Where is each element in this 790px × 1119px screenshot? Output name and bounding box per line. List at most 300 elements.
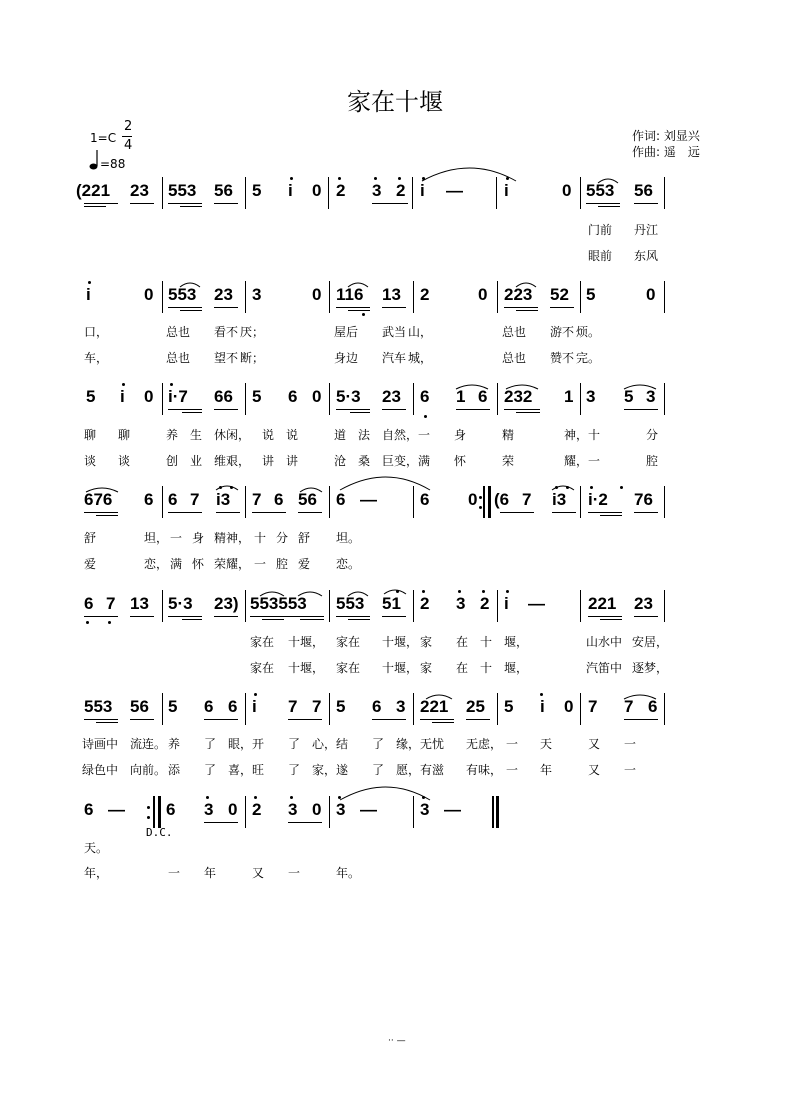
lyric: 无忧 bbox=[420, 737, 445, 751]
staff-row-1 bbox=[0, 181, 790, 211]
lyric: 怀 bbox=[192, 557, 205, 571]
slur-arc bbox=[258, 588, 286, 598]
note-group: 23 bbox=[634, 594, 653, 613]
lyric: 一 bbox=[254, 557, 267, 571]
underline bbox=[634, 616, 658, 617]
underline bbox=[516, 412, 540, 413]
slur-arc bbox=[346, 279, 370, 289]
underline bbox=[516, 310, 538, 311]
underline bbox=[382, 616, 406, 617]
bar-line bbox=[413, 693, 414, 725]
bar-line bbox=[412, 177, 413, 209]
bar-line bbox=[245, 486, 246, 518]
note: i bbox=[252, 697, 257, 716]
lyric: 十堰， bbox=[382, 661, 419, 675]
note: 6 bbox=[144, 490, 154, 509]
staff-row-5 bbox=[0, 594, 790, 624]
note: (6 bbox=[494, 490, 510, 509]
low-dot bbox=[108, 621, 111, 624]
lyric: 烦。 bbox=[576, 325, 601, 339]
note: 0 bbox=[312, 800, 322, 819]
lyric: 总也 bbox=[502, 351, 527, 365]
underline bbox=[84, 203, 118, 204]
high-dot bbox=[88, 281, 91, 284]
lyric: 谈 bbox=[84, 454, 97, 468]
note: 6 bbox=[420, 490, 430, 509]
lyric: 缘， bbox=[396, 737, 421, 751]
underline bbox=[588, 512, 622, 513]
underline bbox=[182, 412, 202, 413]
underline bbox=[214, 203, 238, 204]
lyric: 精神， bbox=[214, 531, 251, 545]
lyric: 谈 bbox=[118, 454, 131, 468]
lyric: 总也 bbox=[502, 325, 527, 339]
lyric: 安居， bbox=[632, 635, 669, 649]
bar-line bbox=[245, 590, 246, 622]
note-group: 13 bbox=[130, 594, 149, 613]
dash: — bbox=[360, 800, 377, 819]
lyric: 汽笛中 bbox=[586, 661, 623, 675]
underline bbox=[432, 722, 454, 723]
lyric: 说 bbox=[262, 428, 275, 442]
repeat-bar bbox=[483, 486, 485, 518]
bar-line bbox=[413, 281, 414, 313]
underline bbox=[130, 203, 154, 204]
lyric: 说 bbox=[286, 428, 299, 442]
note-group: 553 bbox=[336, 594, 365, 613]
low-dot bbox=[424, 415, 427, 418]
lyric: 遂 bbox=[336, 763, 349, 777]
high-dot bbox=[254, 693, 257, 696]
bar-line bbox=[328, 177, 329, 209]
bar-line bbox=[245, 693, 246, 725]
bar-line bbox=[162, 486, 163, 518]
lyric: 舒 bbox=[84, 531, 97, 545]
lyric: 一 bbox=[170, 531, 183, 545]
underline bbox=[336, 616, 370, 617]
lyric: 创 bbox=[166, 454, 179, 468]
lyric: 身 bbox=[454, 428, 467, 442]
lyric: 腔 bbox=[646, 454, 659, 468]
note: i bbox=[540, 697, 545, 716]
lyric: 心， bbox=[312, 737, 337, 751]
note-group: 23 bbox=[382, 387, 401, 406]
bar-line bbox=[497, 383, 498, 415]
underline bbox=[168, 512, 202, 513]
lyric: 总也 bbox=[166, 351, 191, 365]
note-group: 56 bbox=[634, 181, 653, 200]
note: 0 bbox=[478, 285, 488, 304]
lyric: 东风 bbox=[634, 249, 659, 263]
bar-line bbox=[329, 281, 330, 313]
lyric: 业 bbox=[190, 454, 203, 468]
lyric: 十 bbox=[480, 635, 493, 649]
staff-row-2 bbox=[0, 285, 790, 315]
slur-arc bbox=[550, 482, 576, 492]
slur-arc bbox=[596, 175, 620, 185]
dash: — bbox=[446, 181, 463, 200]
note: 7 bbox=[106, 594, 116, 613]
lyric: 屋后 bbox=[334, 325, 359, 339]
underline bbox=[300, 619, 324, 620]
note: 3 bbox=[288, 800, 298, 819]
note-group: i3 bbox=[216, 490, 231, 509]
underline bbox=[550, 307, 574, 308]
lyric: 坦， bbox=[144, 531, 169, 545]
note-group: 116 bbox=[336, 285, 364, 304]
note: 0 bbox=[144, 285, 154, 304]
lyric: 又 bbox=[588, 763, 601, 777]
lyric: 家在 bbox=[336, 661, 361, 675]
note-group: 221 bbox=[588, 594, 617, 613]
quarter-note-icon bbox=[88, 148, 100, 176]
lyric: 家在 bbox=[250, 661, 275, 675]
underline bbox=[84, 206, 106, 207]
lyric: 逐梦， bbox=[632, 661, 669, 675]
note: i bbox=[86, 285, 91, 304]
lyric: 山， bbox=[408, 325, 433, 339]
bar-line bbox=[245, 796, 246, 828]
note: 7 bbox=[522, 490, 532, 509]
underline bbox=[420, 719, 454, 720]
lyric: 维艰， bbox=[214, 454, 251, 468]
note-group: 5·3 bbox=[336, 387, 361, 406]
underline bbox=[624, 409, 658, 410]
note: 0 bbox=[562, 181, 572, 200]
bar-line bbox=[162, 590, 163, 622]
note: 2 bbox=[336, 181, 346, 200]
underline bbox=[84, 719, 118, 720]
lyric: 荣 bbox=[502, 454, 515, 468]
lyric: 自然， bbox=[382, 428, 419, 442]
time-signature-top: 2 bbox=[124, 119, 133, 134]
time-signature-line bbox=[122, 136, 132, 137]
bar-line bbox=[245, 383, 246, 415]
lyric: 了 bbox=[288, 763, 301, 777]
note-group: 232 bbox=[504, 387, 533, 406]
note: 3 bbox=[420, 800, 430, 819]
high-dot bbox=[290, 796, 293, 799]
high-dot bbox=[254, 796, 257, 799]
note-group: 553 bbox=[586, 181, 615, 200]
composer-credit: 作曲: 遥 远 bbox=[632, 145, 700, 159]
repeat-dot bbox=[479, 506, 482, 509]
bar-line bbox=[580, 693, 581, 725]
bar-line bbox=[664, 383, 665, 415]
lyric: 天 bbox=[540, 737, 553, 751]
lyric: 家在 bbox=[336, 635, 361, 649]
underline bbox=[168, 203, 202, 204]
lyric: 堰， bbox=[504, 661, 529, 675]
repeat-dot bbox=[147, 816, 150, 819]
lyricist-credit: 作词: 刘显兴 bbox=[632, 129, 700, 143]
lyric: 十堰， bbox=[288, 635, 325, 649]
high-dot bbox=[170, 383, 173, 386]
lyric: 了 bbox=[204, 763, 217, 777]
underline bbox=[204, 822, 238, 823]
lyric: 满 bbox=[170, 557, 183, 571]
note: i bbox=[288, 181, 293, 200]
lyric: 了 bbox=[204, 737, 217, 751]
lyric: 望不 bbox=[214, 351, 239, 365]
lyric: 巨变， bbox=[382, 454, 419, 468]
lyric: 流连。 bbox=[130, 737, 167, 751]
bar-line bbox=[413, 383, 414, 415]
note-group: 553553 bbox=[250, 594, 307, 613]
da-capo-marking: D.C. bbox=[146, 826, 173, 839]
dash: — bbox=[444, 800, 461, 819]
note: 3 bbox=[252, 285, 262, 304]
lyric: 一 bbox=[588, 454, 601, 468]
repeat-bar bbox=[153, 796, 155, 828]
note: 6 bbox=[166, 800, 176, 819]
lyric: 诗画中 bbox=[82, 737, 119, 751]
lyric: 神， bbox=[564, 428, 589, 442]
underline bbox=[288, 822, 322, 823]
bar-line bbox=[664, 693, 665, 725]
repeat-dot bbox=[147, 806, 150, 809]
repeat-bar-thick bbox=[158, 796, 161, 828]
lyric: 一 bbox=[624, 737, 637, 751]
lyric: 道 bbox=[334, 428, 347, 442]
high-dot bbox=[290, 177, 293, 180]
note: 7 bbox=[624, 697, 634, 716]
underline bbox=[96, 515, 118, 516]
slur-arc bbox=[424, 691, 454, 701]
note: 2 bbox=[420, 594, 430, 613]
note: 1 bbox=[564, 387, 574, 406]
high-dot bbox=[458, 590, 461, 593]
note: 6 bbox=[84, 800, 94, 819]
lyric: 恋。 bbox=[336, 557, 361, 571]
lyric: 武当 bbox=[382, 325, 407, 339]
lyric: 家 bbox=[420, 661, 433, 675]
lyric: 旺 bbox=[252, 763, 265, 777]
staff-row-3 bbox=[0, 387, 790, 417]
lyric: 十 bbox=[480, 661, 493, 675]
bar-line bbox=[329, 486, 330, 518]
lyric: 汽车 bbox=[382, 351, 407, 365]
lyric: 堰， bbox=[504, 635, 529, 649]
note: 6 bbox=[420, 387, 430, 406]
page-footer: ·· — bbox=[388, 1036, 406, 1046]
high-dot bbox=[338, 177, 341, 180]
dash: — bbox=[528, 594, 545, 613]
note: 3 bbox=[586, 387, 596, 406]
slur-arc bbox=[382, 586, 408, 596]
note: 3 bbox=[204, 800, 214, 819]
lyric: 在 bbox=[456, 661, 469, 675]
lyric: 年。 bbox=[336, 866, 361, 880]
note: 2 bbox=[252, 800, 262, 819]
lyric: 休闲， bbox=[214, 428, 251, 442]
high-dot bbox=[206, 796, 209, 799]
underline bbox=[598, 206, 620, 207]
underline bbox=[372, 203, 408, 204]
bar-line bbox=[580, 383, 581, 415]
lyric: 身 bbox=[192, 531, 205, 545]
note: 6 bbox=[648, 697, 658, 716]
lyric: 讲 bbox=[262, 454, 275, 468]
note: 5 bbox=[624, 387, 634, 406]
high-dot bbox=[482, 590, 485, 593]
lyric: 添 bbox=[168, 763, 181, 777]
dash: — bbox=[360, 490, 377, 509]
underline bbox=[288, 719, 322, 720]
bar-line bbox=[664, 486, 665, 518]
lyric: 身边 bbox=[334, 351, 359, 365]
lyric: 坦。 bbox=[336, 531, 361, 545]
lyric: 愿， bbox=[396, 763, 421, 777]
underline bbox=[336, 307, 370, 308]
note: 0 bbox=[144, 387, 154, 406]
lyric: 桑 bbox=[358, 454, 371, 468]
bar-line bbox=[413, 590, 414, 622]
bar-line bbox=[329, 693, 330, 725]
slur-arc bbox=[622, 381, 658, 391]
note-group: i·2 bbox=[588, 490, 608, 509]
underline bbox=[382, 409, 406, 410]
note-group: 553 bbox=[168, 181, 197, 200]
lyric: 天。 bbox=[84, 841, 109, 855]
note: 0 bbox=[312, 387, 322, 406]
slur-arc bbox=[514, 279, 538, 289]
note: 5 bbox=[168, 697, 178, 716]
note: 2 bbox=[480, 594, 490, 613]
underline bbox=[504, 409, 540, 410]
lyric: 看不 bbox=[214, 325, 239, 339]
lyric: 城， bbox=[408, 351, 433, 365]
note-group: 221 bbox=[420, 697, 449, 716]
lyric: 耀， bbox=[564, 454, 589, 468]
staff-row-6 bbox=[0, 697, 790, 727]
note: 5 bbox=[504, 697, 514, 716]
repeat-bar-thick bbox=[488, 486, 491, 518]
bar-line bbox=[497, 281, 498, 313]
lyric: 在 bbox=[456, 635, 469, 649]
underline bbox=[262, 619, 284, 620]
lyric: 了 bbox=[288, 737, 301, 751]
note-group: 66 bbox=[214, 387, 233, 406]
underline bbox=[586, 203, 620, 204]
underline bbox=[130, 719, 154, 720]
bar-line bbox=[497, 590, 498, 622]
lyric: 怀 bbox=[454, 454, 467, 468]
note: 3 bbox=[646, 387, 656, 406]
lyric: 年 bbox=[540, 763, 553, 777]
bar-line bbox=[664, 177, 665, 209]
underline bbox=[350, 412, 370, 413]
time-signature-bottom: 4 bbox=[124, 138, 133, 153]
high-dot bbox=[422, 590, 425, 593]
lyric: 绿色中 bbox=[82, 763, 119, 777]
high-dot bbox=[540, 693, 543, 696]
lyric: 无虑， bbox=[466, 737, 503, 751]
note: 6 bbox=[274, 490, 284, 509]
note: 2 bbox=[420, 285, 430, 304]
lyric: 断； bbox=[240, 351, 265, 365]
lyric: 山水中 bbox=[586, 635, 623, 649]
underline bbox=[180, 310, 202, 311]
lyric: 家在 bbox=[250, 635, 275, 649]
note: 0 bbox=[468, 490, 478, 509]
note: 0 bbox=[646, 285, 656, 304]
underline bbox=[634, 512, 658, 513]
underline bbox=[180, 206, 202, 207]
lyric: 十 bbox=[254, 531, 267, 545]
note: 7 bbox=[588, 697, 598, 716]
tie-arc bbox=[420, 163, 520, 183]
underline bbox=[634, 203, 658, 204]
song-title: 家在十堰 bbox=[347, 88, 443, 116]
note-group: 13 bbox=[382, 285, 401, 304]
dash: — bbox=[108, 800, 125, 819]
bar-line bbox=[245, 281, 246, 313]
underline bbox=[168, 307, 202, 308]
note: i bbox=[504, 594, 509, 613]
lyric: 一 bbox=[418, 428, 431, 442]
lyric: 满 bbox=[418, 454, 431, 468]
note-group: 5·3 bbox=[168, 594, 193, 613]
lyric: 分 bbox=[276, 531, 289, 545]
slur-arc bbox=[622, 691, 658, 701]
note-group: i3 bbox=[552, 490, 567, 509]
note: 6 bbox=[372, 697, 382, 716]
low-dot bbox=[362, 313, 365, 316]
slur-arc bbox=[454, 381, 490, 391]
lyric: 荣耀， bbox=[214, 557, 251, 571]
lyric: 眼前 bbox=[588, 249, 613, 263]
lyric: 一 bbox=[288, 866, 301, 880]
lyric: 向前。 bbox=[130, 763, 167, 777]
lyric: 十堰， bbox=[382, 635, 419, 649]
bar-line bbox=[580, 177, 581, 209]
lyric: 结 bbox=[336, 737, 349, 751]
note: i bbox=[120, 387, 125, 406]
note: 6 bbox=[168, 490, 178, 509]
lyric: 一 bbox=[624, 763, 637, 777]
note: 0 bbox=[312, 285, 322, 304]
lyric: 分 bbox=[646, 428, 659, 442]
tie-arc bbox=[338, 472, 434, 492]
lyric: 丹江 bbox=[634, 223, 659, 237]
repeat-dot bbox=[479, 496, 482, 499]
underline bbox=[504, 307, 538, 308]
bar-line bbox=[580, 590, 581, 622]
bar-line bbox=[664, 281, 665, 313]
lyric: 赞不 bbox=[550, 351, 575, 365]
lyric: 恋， bbox=[144, 557, 169, 571]
tempo-marking: =88 bbox=[100, 157, 126, 171]
underline bbox=[298, 512, 322, 513]
slur-arc bbox=[296, 588, 324, 598]
lyric: 有滋 bbox=[420, 763, 445, 777]
lyric: 讲 bbox=[286, 454, 299, 468]
note: 2 bbox=[396, 181, 406, 200]
note: 6 bbox=[228, 697, 238, 716]
note: 7 bbox=[288, 697, 298, 716]
note-group: 23) bbox=[214, 594, 239, 613]
bar-line bbox=[162, 383, 163, 415]
lyric: 养 bbox=[168, 737, 181, 751]
underline bbox=[168, 616, 202, 617]
bar-line bbox=[162, 281, 163, 313]
underline bbox=[130, 616, 154, 617]
slur-arc bbox=[504, 381, 540, 391]
lyric: 聊 bbox=[118, 428, 131, 442]
underline bbox=[456, 409, 490, 410]
note: 3 bbox=[396, 697, 406, 716]
